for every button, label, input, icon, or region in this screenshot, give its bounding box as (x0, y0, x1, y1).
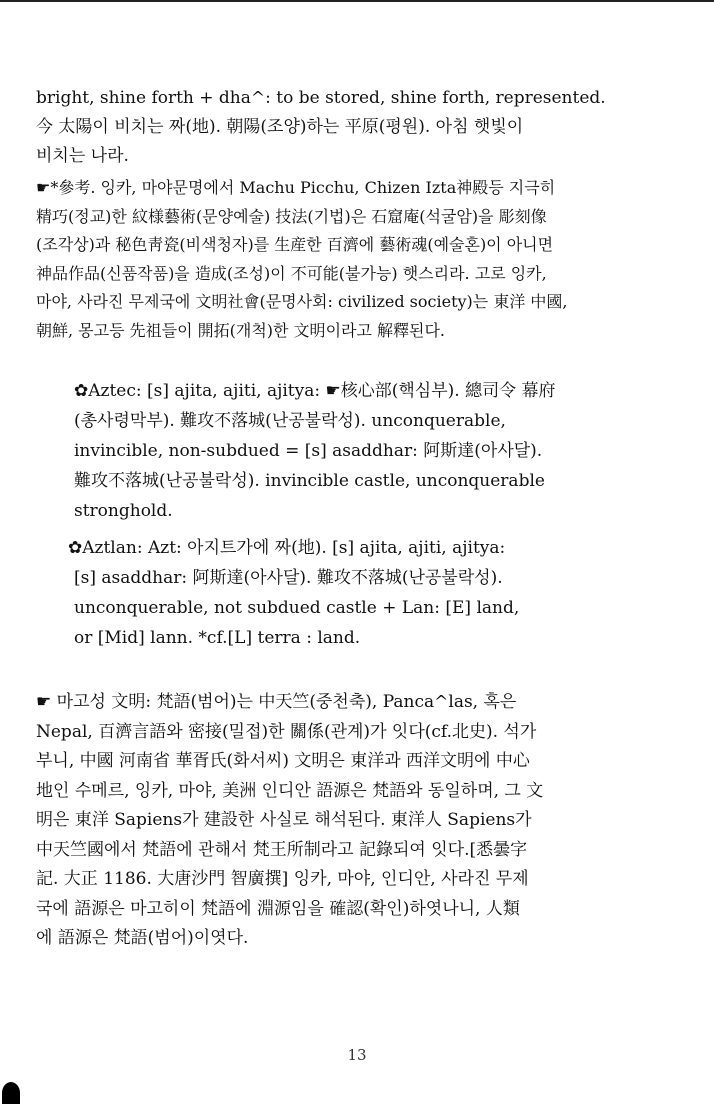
text-line: 今 太陽이 비치는 짜(地). 朝陽(조양)하는 平原(평원). 아침 햇빛이 (36, 117, 524, 137)
text-line: (조각상)과 秘色靑瓷(비색청자)를 生産한 百濟에 藝術魂(예술혼)이 아니면 (36, 235, 554, 254)
text-line: [s] asaddhar: 阿斯達(아사달). 難攻不落城(난공불락성). (74, 568, 503, 588)
text-line: 국에 語源은 마고히이 梵語에 淵源임을 確認(확인)하엿나니, 人類 (36, 898, 520, 919)
text-line: 精巧(정교)한 紋様藝術(문양예술) 技法(기법)은 石窟庵(석굴암)을 彫刻像 (36, 206, 547, 226)
text-line: (총사령막부). 難攻不落城(난공불락성). unconquerable, (74, 411, 506, 431)
paragraph-5 (36, 688, 628, 954)
text-line: Nepal, 百濟言語와 密接(밀접)한 關係(관계)가 잇다(cf.北史). 석가 (36, 721, 537, 742)
text-line: ☛*參考. 잉카, 마야문명에서 Machu Picchu, Chizen Izta神殿등 지극히 (36, 178, 556, 197)
text-line: unconquerable, not subdued castle + Lan: [E] land, (74, 598, 520, 618)
text-line: or [Mid] lann. *cf.[L] terra : land. (74, 628, 361, 648)
paragraph-2 (36, 174, 628, 345)
text-line: bright, shine forth + dha^: to be stored, shine forth, represented. (36, 88, 606, 108)
text-line: invincible, non-subdued = [s] asaddhar: 阿斯達(아사달). (74, 441, 543, 461)
text-line: 中天竺國에서 梵語에 관해서 梵王所制라고 記錄되여 잇다.[悉曇字 (36, 839, 528, 860)
scan-corner-mark (2, 1082, 20, 1104)
text-line: 神品作品(신품작품)을 造成(조성)이 不可能(불가능) 햇스리라. 고로 잉카, (36, 263, 547, 283)
page-number: 13 (347, 1046, 367, 1064)
text-line: 마야, 사라진 무제국에 文明社會(문명사회: civilized society)는 東洋 中國, (36, 292, 568, 311)
text-line: 明은 東洋 Sapiens가 建設한 사실로 해석된다. 東洋人 Sapiens가 (36, 810, 532, 830)
text-line: 記. 大正 1186. 大唐沙門 智廣撰] 잉카, 마야, 인디안, 사라진 무제 (36, 869, 529, 889)
top-border-rule (0, 0, 714, 2)
text-line: 地인 수메르, 잉카, 마야, 美洲 인디안 語源은 梵語와 동일하며, 그 文 (36, 780, 544, 801)
text-line: 朝鮮, 몽고등 先祖들이 開拓(개척)한 文明이라고 解釋된다. (36, 320, 446, 340)
text-line: 에 語源은 梵語(범어)이엿다. (36, 928, 249, 948)
text-line: ✿Aztlan: Azt: 아지트가에 짜(地). [s] ajita, ajiti, ajitya: (68, 538, 506, 558)
text-line: stronghold. (74, 501, 173, 521)
text-line: 부니, 中國 河南省 華胥氏(화서씨) 文明은 東洋과 西洋文明에 中心 (36, 751, 530, 771)
text-line: 비치는 나라. (36, 146, 129, 166)
text-line: ✿Aztec: [s] ajita, ajiti, ajitya: ☛核心部(핵심부). 總司令 幕府 (74, 381, 556, 401)
paragraph-aztec (74, 376, 634, 526)
text-line: 難攻不落城(난공불락성). invincible castle, unconquerable (74, 471, 545, 491)
paragraph-1 (36, 84, 628, 171)
text-line: ☛ 마고성 文明: 梵語(범어)는 中天竺(중천축), Panca^las, 혹은 (36, 692, 517, 712)
paragraph-aztlan (68, 533, 628, 653)
